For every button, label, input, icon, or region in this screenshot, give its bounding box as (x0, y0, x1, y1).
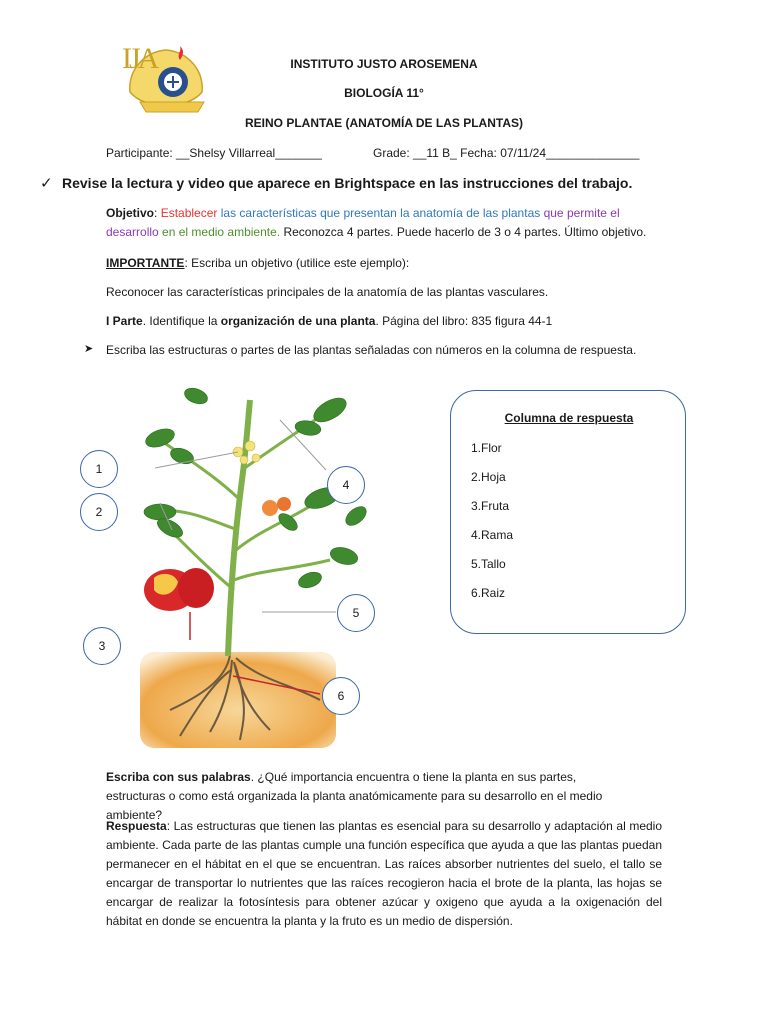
example-objective: Reconocer las características principales de la anatomía de las plantas vasculares. (106, 285, 549, 299)
callout-4: 4 (327, 466, 365, 504)
objective-colon: : (154, 206, 161, 220)
document-topic: REINO PLANTAE (ANATOMÍA DE LAS PLANTAS) (245, 116, 523, 130)
objective-what: las características que presentan la anatomía de las plantas (217, 206, 541, 220)
objective-context: en el medio ambiente. (158, 225, 281, 239)
important-note (106, 254, 409, 273)
question-label: Escriba con sus palabras (106, 770, 251, 784)
tomato-fruits (144, 568, 214, 611)
institution-logo (118, 40, 214, 120)
answer-item-5: 5.Tallo (471, 557, 506, 571)
response-text: : Las estructuras que tienen las plantas es esencial para su desarrollo y adaptación al medio ambiente. Cada parte de las plantas cumple una función específica que ayuda a que las plantas puedan permanecer en el hábitat en el que se encuentran. Las raíces absorber nutrientes del suelo, el tallo se encargar de transportar lo nutrientes que las raíces recogieron hacia el brote de la planta, las hojas se encargar de realizar la fotosíntesis para obtener azúcar y oxigeno que ayuda a la oxigenación del hábitat en donde se encuentra la planta y la fruto es un medio de dispersión. (106, 819, 662, 928)
small-fruits (262, 497, 291, 516)
soil (140, 652, 336, 748)
answer-item-1: 1.Flor (471, 441, 502, 455)
part-one-bold: organización de una planta (220, 314, 376, 328)
response-label: Respuesta (106, 819, 167, 833)
grade-date-field: Grade: __11 B_ Fecha: 07/11/24______________ (373, 146, 640, 160)
answer-item-4: 4.Rama (471, 528, 514, 542)
institution-name: INSTITUTO JUSTO AROSEMENA (290, 57, 478, 71)
objective-purpose: que permite el desarrollo (106, 206, 620, 239)
course-name: BIOLOGÍA 11° (344, 86, 424, 100)
instruction-text: Escriba las estructuras o partes de las plantas señaladas con números en la columna de respuesta. (106, 343, 637, 357)
answer-column-title: Columna de respuesta (504, 411, 634, 425)
response-paragraph (106, 817, 662, 931)
arrow-bullet-icon: ➤ (84, 343, 94, 355)
participant-field: Participante: __Shelsy Villarreal_______ (106, 146, 322, 160)
callout-2: 2 (80, 493, 118, 531)
logo-monogram: IJA (122, 42, 157, 75)
answer-item-6: 6.Raiz (471, 586, 506, 600)
callout-5: 5 (337, 594, 375, 632)
answer-item-3: 3.Fruta (471, 499, 510, 513)
part-one-heading (106, 312, 552, 331)
callout-1: 1 (80, 450, 118, 488)
objective-rest: Reconozca 4 partes. Puede hacerlo de 3 o 4 partes. Último objetivo. (280, 225, 647, 239)
answer-column-box (450, 390, 686, 634)
part-one-label: I Parte (106, 314, 143, 328)
part-one-page: . Página del libro: 835 figura 44-1 (375, 314, 553, 328)
checklist-item: Revise la lectura y video que aparece en Brightspace en las instrucciones del trabajo. (62, 175, 633, 191)
answer-item-2: 2.Hoja (471, 470, 506, 484)
objective-paragraph (106, 204, 662, 242)
callout-3: 3 (83, 627, 121, 665)
objective-verb: Establecer (160, 206, 218, 220)
question-text: . ¿Qué importancia encuentra o tiene la planta en sus partes, estructuras o como está organizada la planta anatómicamente para su desarrollo en el medio ambiente? (106, 770, 603, 822)
objective-label: Objetivo (106, 206, 155, 220)
important-text: : Escriba un objetivo (utilice este ejemplo): (184, 256, 410, 270)
checkmark-icon: ✓ (40, 175, 53, 192)
callout-6: 6 (322, 677, 360, 715)
part-one-text: . Identifique la (142, 314, 221, 328)
important-label: IMPORTANTE (106, 256, 185, 270)
